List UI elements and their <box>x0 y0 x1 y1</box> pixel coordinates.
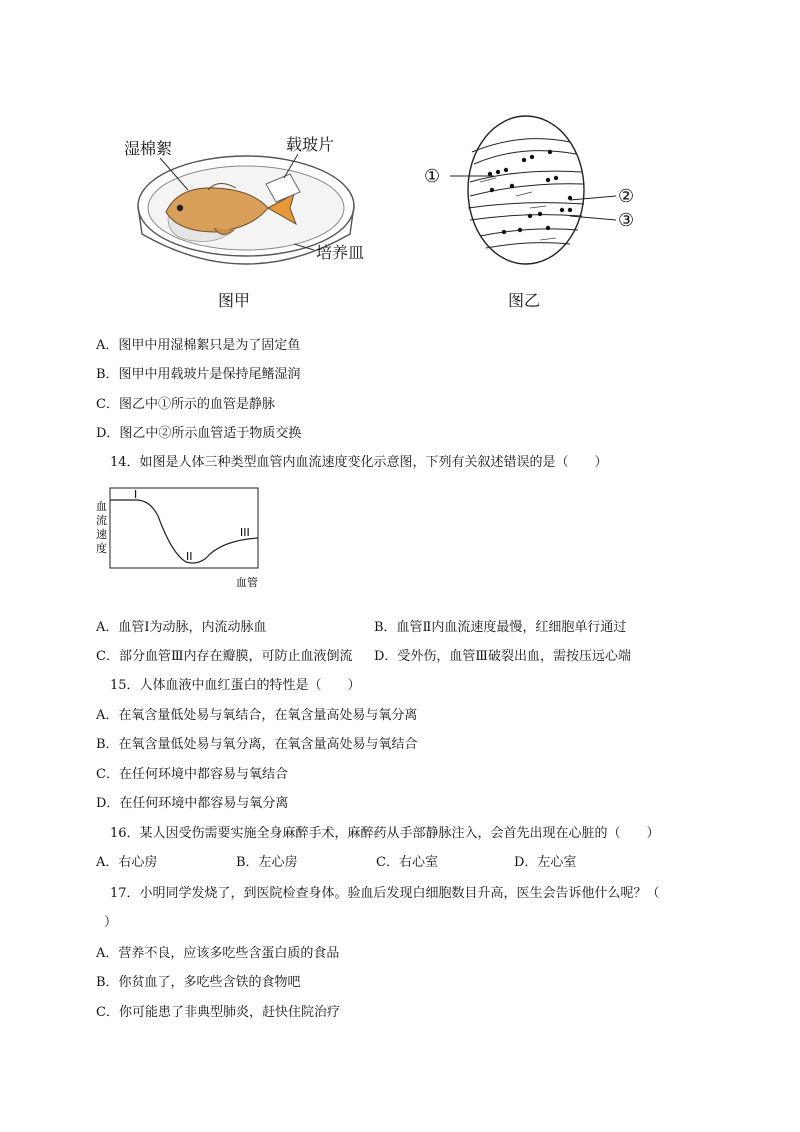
marker-2: ② <box>618 186 635 207</box>
ylabel-char-4: 度 <box>96 542 107 555</box>
flow-curve <box>110 500 258 563</box>
ylabel-char-3: 速 <box>96 528 107 541</box>
q17-option-b: B．你贫血了，多吃些含铁的食物吧 <box>96 975 301 990</box>
q15-option-c: C．在任何环境中都容易与氧结合 <box>96 767 288 782</box>
q16-option-d: D．左心室 <box>514 855 577 870</box>
xlabel: 血管 <box>236 576 258 589</box>
ylabel-char-2: 流 <box>96 514 107 527</box>
q16-option-c: C．右心室 <box>376 855 438 870</box>
marker-3: ③ <box>618 210 635 231</box>
label-dish: 培养皿 <box>316 243 365 262</box>
figure-yi <box>420 112 660 312</box>
q14-option-c: C．部分血管Ⅲ内存在瓣膜，可防止血液倒流 <box>96 649 353 664</box>
q16-stem: 16．某人因受伤需要实施全身麻醉手术，麻醉药从手部静脉注入，会首先出现在心脏的（ ） <box>110 826 660 841</box>
q14-option-b: B．血管Ⅱ内血流速度最慢，红细胞单行通过 <box>374 620 627 635</box>
q15-option-a: A．在氧含量低处易与氧结合，在氧含量高处易与氧分离 <box>96 708 418 723</box>
q16-option-b: B．左心房 <box>236 855 298 870</box>
q13-option-b: B．图甲中用载玻片是保持尾鳍湿润 <box>96 367 301 382</box>
q14-option-d: D．受外伤，血管Ⅲ破裂出血，需按压远心端 <box>374 649 631 664</box>
q17-option-a: A．营养不良，应该多吃些含蛋白质的食品 <box>96 946 340 961</box>
q14-stem: 14．如图是人体三种类型血管内血流速度变化示意图，下列有关叙述错误的是（ ） <box>110 455 608 470</box>
q14-flow-chart <box>90 484 260 594</box>
point-label-1: I <box>134 488 138 501</box>
figure-jia <box>118 128 378 328</box>
q15-option-d: D．在任何环境中都容易与氧分离 <box>96 796 289 811</box>
q13-option-c: C．图乙中①所示的血管是静脉 <box>96 397 275 412</box>
q13-option-a: A．图甲中用湿棉絮只是为了固定鱼 <box>96 338 301 353</box>
q13-option-d: D．图乙中②所示血管适于物质交换 <box>96 426 302 441</box>
microscope-field <box>468 116 584 264</box>
q17-stem-line2: ） <box>104 915 118 930</box>
point-label-2: II <box>186 550 193 563</box>
label-slide: 载玻片 <box>286 135 335 154</box>
ylabel-char-1: 血 <box>96 500 107 513</box>
q17-option-c: C．你可能患了非典型肺炎，赶快住院治疗 <box>96 1005 340 1020</box>
q16-option-a: A．右心房 <box>96 855 158 870</box>
q15-option-b: B．在氧含量低处易与氧分离，在氧含量高处易与氧结合 <box>96 737 418 752</box>
q17-stem-line1: 17．小明同学发烧了，到医院检查身体。验血后发现白细胞数目升高，医生会告诉他什么呢？（ <box>110 886 660 901</box>
q14-option-a: A．血管Ⅰ为动脉，内流动脉血 <box>96 620 267 635</box>
point-label-3: III <box>240 526 250 539</box>
label-cotton: 湿棉絮 <box>124 139 173 158</box>
q15-stem: 15．人体血液中血红蛋白的特性是（ ） <box>110 678 361 693</box>
marker-1: ① <box>424 166 441 187</box>
caption-jia: 图甲 <box>218 291 251 310</box>
caption-yi: 图乙 <box>508 291 541 310</box>
